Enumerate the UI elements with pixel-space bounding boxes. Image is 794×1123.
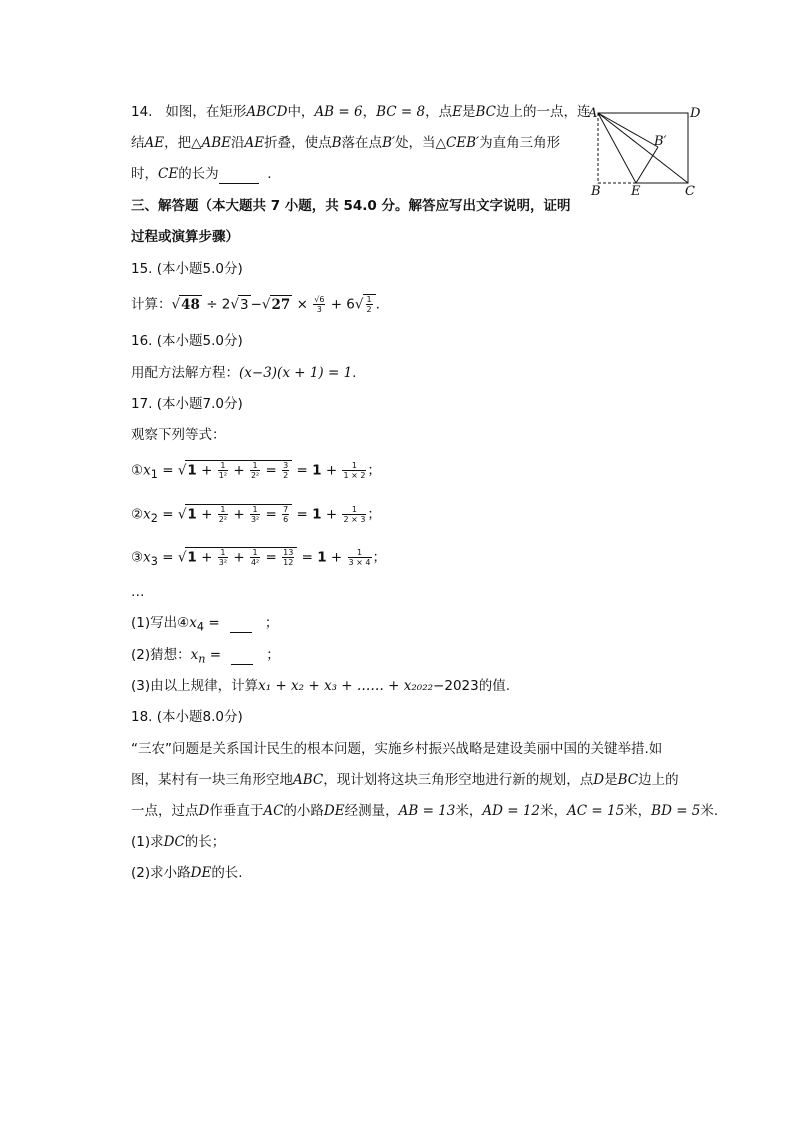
q17-header: 17. (本小题7.0分) [131, 396, 243, 412]
label-b-prime: B′ [654, 134, 667, 149]
q17-eq-2: $②x_2 = √1$ + $\frac{1}{\text{2²}}$ + $\frac{1}{\text{3²}}$ = $\frac{7}{6}$ = 1 + $\frac{1}{2 \times 3}$ ； [131, 505, 381, 526]
label-a: A [588, 106, 598, 121]
q16-equation: 用配方法解方程：(x−3)(x + 1) = 1. [131, 365, 357, 381]
q14-line3: 时，CE的长为 . [131, 166, 272, 182]
q18-line3: 一点，过点D作垂直于AC的小路DE经测量，AB = 13米，AD = 12米，AC = 15米，BD = 5米. [131, 803, 719, 819]
section3-line1: 三、解答题（本大题共 7 小题，共 54.0 分。解答应写出文字说明，证明 [131, 198, 571, 214]
label-d: D [690, 106, 701, 121]
q18-header: 18. (本小题8.0分) [131, 709, 243, 725]
q17-intro: 观察下列等式： [131, 427, 226, 443]
answer-blank [231, 646, 253, 665]
q16-header: 16. (本小题5.0分) [131, 333, 243, 349]
q17-part2: (2)猜想：$x_n$ = ； [131, 647, 280, 666]
q15-expression: 计算：√48 ÷ 2√3 −√27 × $\frac{√6}{3}$ + 6√ $\frac{1}{2}$ . [131, 295, 380, 314]
q17-part1: (1)写出$④x_4$ = ； [131, 615, 279, 634]
q17-ellipsis: … [131, 584, 145, 600]
answer-blank [230, 614, 252, 633]
line-eb-prime [636, 147, 658, 183]
q14-line1: 14. 如图，在矩形ABCD中，AB = 6，BC = 8，点E是BC边上的一点，连 [131, 104, 591, 120]
label-e: E [631, 184, 641, 199]
label-b: B [591, 184, 601, 199]
q18-line2: 图，某村有一块三角形空地ABC，现计划将这块三角形空地进行新的规划，点D是BC边上的 [131, 772, 679, 788]
q17-part3: (3)由以上规律，计算x₁ + x₂ + x₃ + …… + x₂₀₂₂−2023的值. [131, 678, 511, 694]
q18-part2: (2)求小路DE的长. [131, 865, 243, 881]
rectangle-fold-figure [584, 101, 704, 201]
q15-header: 15. (本小题5.0分) [131, 261, 243, 277]
q17-eq-1: $①x_1 = √1$ + $\frac{1}{\text{1²}}$ + $\frac{1}{\text{2²}}$ = $\frac{3}{2}$ = 1 + $\frac{1}{1 \times 2}$ ； [131, 461, 381, 482]
q14-line2: 结AE，把△ABE沿AE折叠，使点B落在点B′处，当△CEB′为直角三角形 [131, 135, 561, 151]
label-c: C [685, 184, 695, 199]
section3-line2: 过程或演算步骤） [131, 229, 239, 245]
q17-eq-3: $③x_3 = √1$ + $\frac{1}{\text{3²}}$ + $\frac{1}{\text{4²}}$ = $\frac{13}{12}$ = 1 + $\frac{1}{3 \times 4}$ ； [131, 548, 387, 569]
q18-part1: (1)求DC的长； [131, 834, 226, 850]
q18-line1: “三农”问题是关系国计民生的根本问题，实施乡村振兴战略是建设美丽中国的关键举措.如 [131, 741, 663, 757]
answer-blank [219, 165, 259, 184]
